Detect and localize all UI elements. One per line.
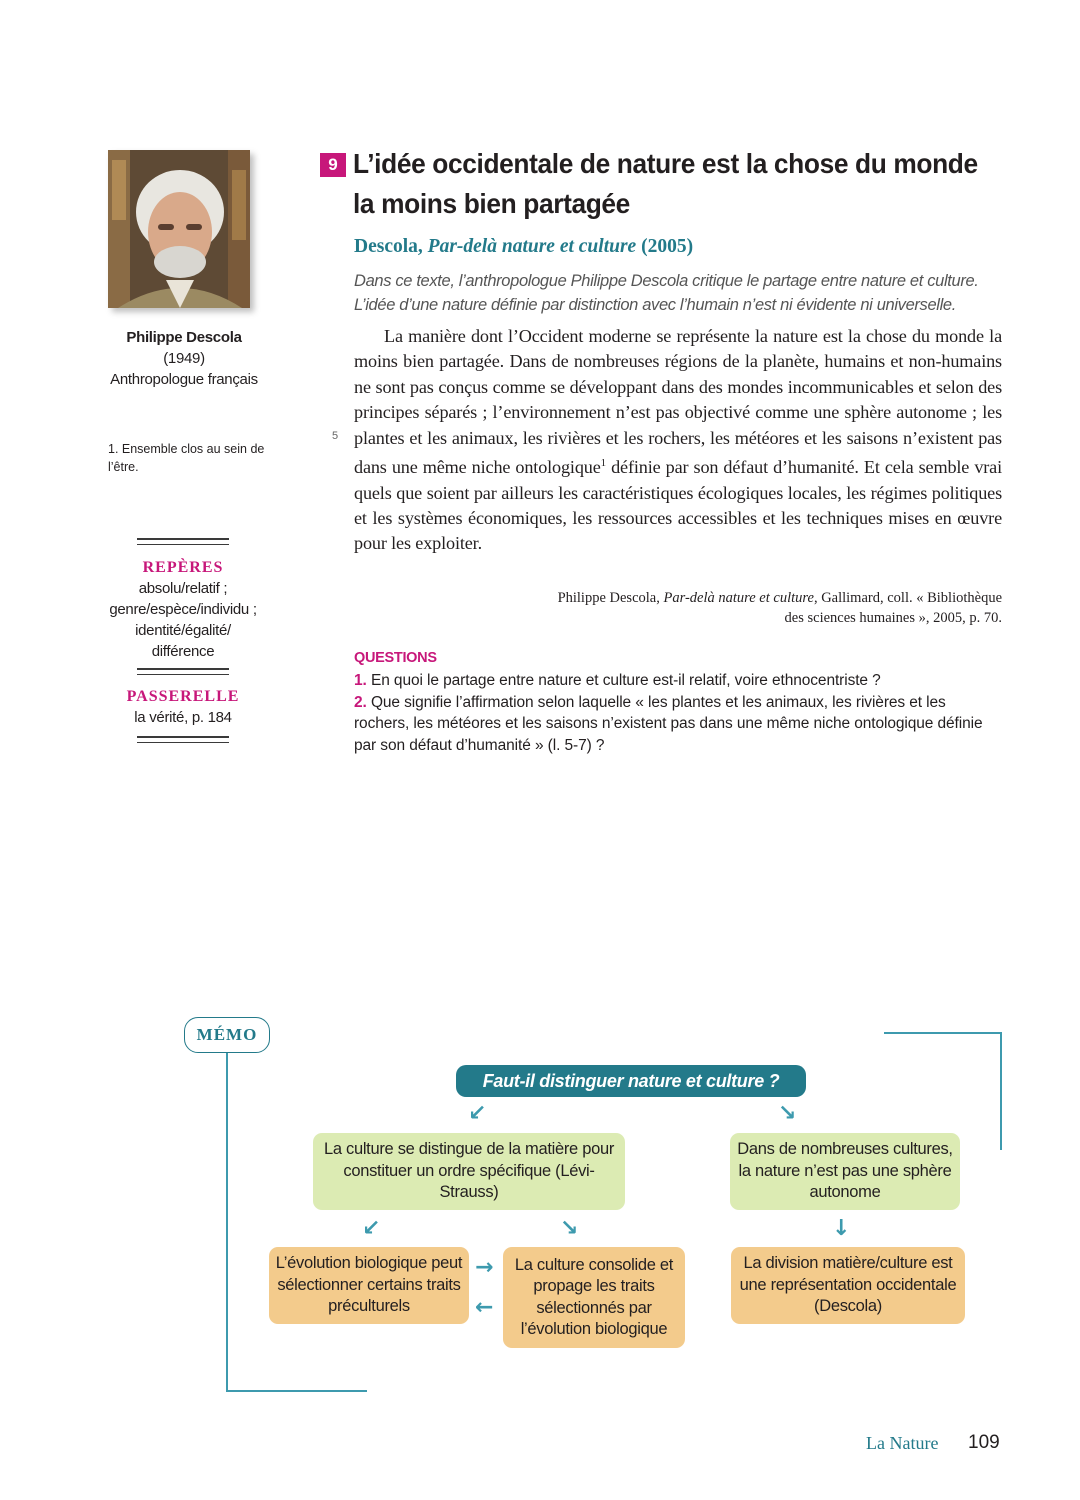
page-title: L’idée occidentale de nature est la chose du monde la moins bien partagée: [353, 148, 978, 219]
question-item: [354, 692, 994, 757]
reperes-heading: REPÈRES: [142, 559, 224, 576]
questions-heading: QUESTIONS: [354, 650, 437, 666]
text-number-badge: 9: [320, 153, 346, 177]
memo-frame-line: [884, 1032, 1002, 1034]
passerelle-heading: PASSERELLE: [126, 688, 240, 705]
arrow-down-left-icon: ↙: [468, 1101, 487, 1126]
source-line: [354, 236, 1014, 258]
footnote-mark: 1: [600, 457, 607, 470]
body-text: [354, 324, 1002, 557]
reperes-line: absolu/relatif ;: [138, 580, 228, 597]
citation: [400, 588, 1002, 628]
citation-publisher: , Gallimard, coll. « Bibliothèque: [813, 590, 1002, 606]
arrow-right-icon: →: [475, 1255, 494, 1280]
question-text: En quoi le partage entre nature et culture est-il relatif, voire ethnocentriste ?: [370, 672, 881, 689]
memo-box-culture-consolide: La culture consolide et propage les traits sélectionnés par l’évolution biologique: [503, 1247, 685, 1348]
memo-question: Faut-il distinguer nature et culture ?: [456, 1065, 806, 1097]
source-author: Descola,: [354, 236, 428, 257]
author-caption: [100, 327, 268, 390]
reperes-line: identité/égalité/: [135, 622, 231, 639]
memo-box-many-cultures: Dans de nombreuses cultures, la nature n’est pas une sphère autonome: [730, 1133, 960, 1210]
arrow-down-left-icon: ↙: [362, 1216, 381, 1241]
arrow-down-right-icon: ↘: [560, 1216, 579, 1241]
line-number: 5: [332, 430, 339, 442]
question-text: Que signifie l’affirmation selon laquelle « les plantes et les animaux, les rivières et les rochers, les météores et les saisons n’existent pas dans une même niche ontologique définie par son défaut d’humanité » (l. 5-7) ?: [354, 693, 983, 754]
divider: [137, 538, 229, 545]
body-part-2: définie par son défaut d’humanité. Et cela semble vrai quels que soient par ailleurs les caractéristiques écologiques locales, les régimes politiques et les systèmes économiques, les ressources accessibles et les techniques mises en œuvre pour les exploiter.: [354, 457, 1003, 554]
citation-line-2: des sciences humaines », 2005, p. 70.: [784, 610, 1002, 626]
passerelle-box: [108, 676, 258, 743]
author-years: (1949): [163, 350, 205, 367]
questions-list: [354, 670, 994, 756]
memo-frame-line: [226, 1390, 367, 1392]
footnote: 1. Ensemble clos au sein de l’être.: [108, 442, 265, 474]
memo-box-levi-strauss: La culture se distingue de la matière pour constituer un ordre spécifique (Lévi-Strauss): [313, 1133, 625, 1210]
question-item: [354, 670, 994, 692]
footer-section-title: La Nature: [866, 1433, 939, 1453]
memo-frame-line: [1000, 1032, 1002, 1150]
question-number: 1.: [354, 672, 367, 689]
reperes-box: [108, 538, 258, 675]
body-part-1: La manière dont l’Occident moderne se représente la nature est la chose du monde la moins bien partagée. Dans de nombreuses régions de la planète, humains et non-humains ne sont pas conçus comme se développant dans des mondes incommunicables et selon des principes séparés ; l’environnement n’est pas objectivé comme une sphère autonome ; les plantes et les animaux, les rivières et les rochers, les météores et les saisons n’existent pas dans une même niche ontologique: [354, 326, 1002, 478]
question-number: 2.: [354, 693, 367, 711]
memo-frame-line: [226, 1050, 228, 1391]
page-number: 109: [968, 1432, 1000, 1453]
citation-author: Philippe Descola,: [557, 590, 664, 606]
reperes-line: genre/espèce/individu ;: [109, 601, 257, 618]
passerelle-link[interactable]: la vérité, p. 184: [134, 709, 232, 726]
memo-label: MÉMO: [184, 1017, 270, 1053]
divider: [137, 736, 229, 743]
arrow-left-icon: ←: [475, 1295, 494, 1320]
reperes-line: différence: [151, 643, 215, 660]
intro-text: Dans ce texte, l’anthropologue Philippe Descola critique le partage entre nature et culture. L’idée d’une nature définie par distinction avec l’humain n’est ni évidente ni universelle.: [354, 272, 979, 314]
divider: [137, 668, 229, 675]
memo-box-evolution: L’évolution biologique peut sélectionner certains traits préculturels: [269, 1247, 469, 1324]
citation-work: Par-delà nature et culture: [663, 590, 814, 606]
author-portrait: [108, 150, 250, 308]
source-year: (2005): [636, 236, 694, 257]
arrow-down-icon: ↓: [832, 1216, 851, 1241]
memo-box-descola: La division matière/culture est une représentation occidentale (Descola): [731, 1247, 965, 1324]
author-role: Anthropologue français: [110, 371, 258, 388]
author-name: Philippe Descola: [126, 329, 242, 346]
arrow-down-right-icon: ↘: [778, 1101, 797, 1126]
source-work: Par-delà nature et culture: [427, 236, 637, 257]
